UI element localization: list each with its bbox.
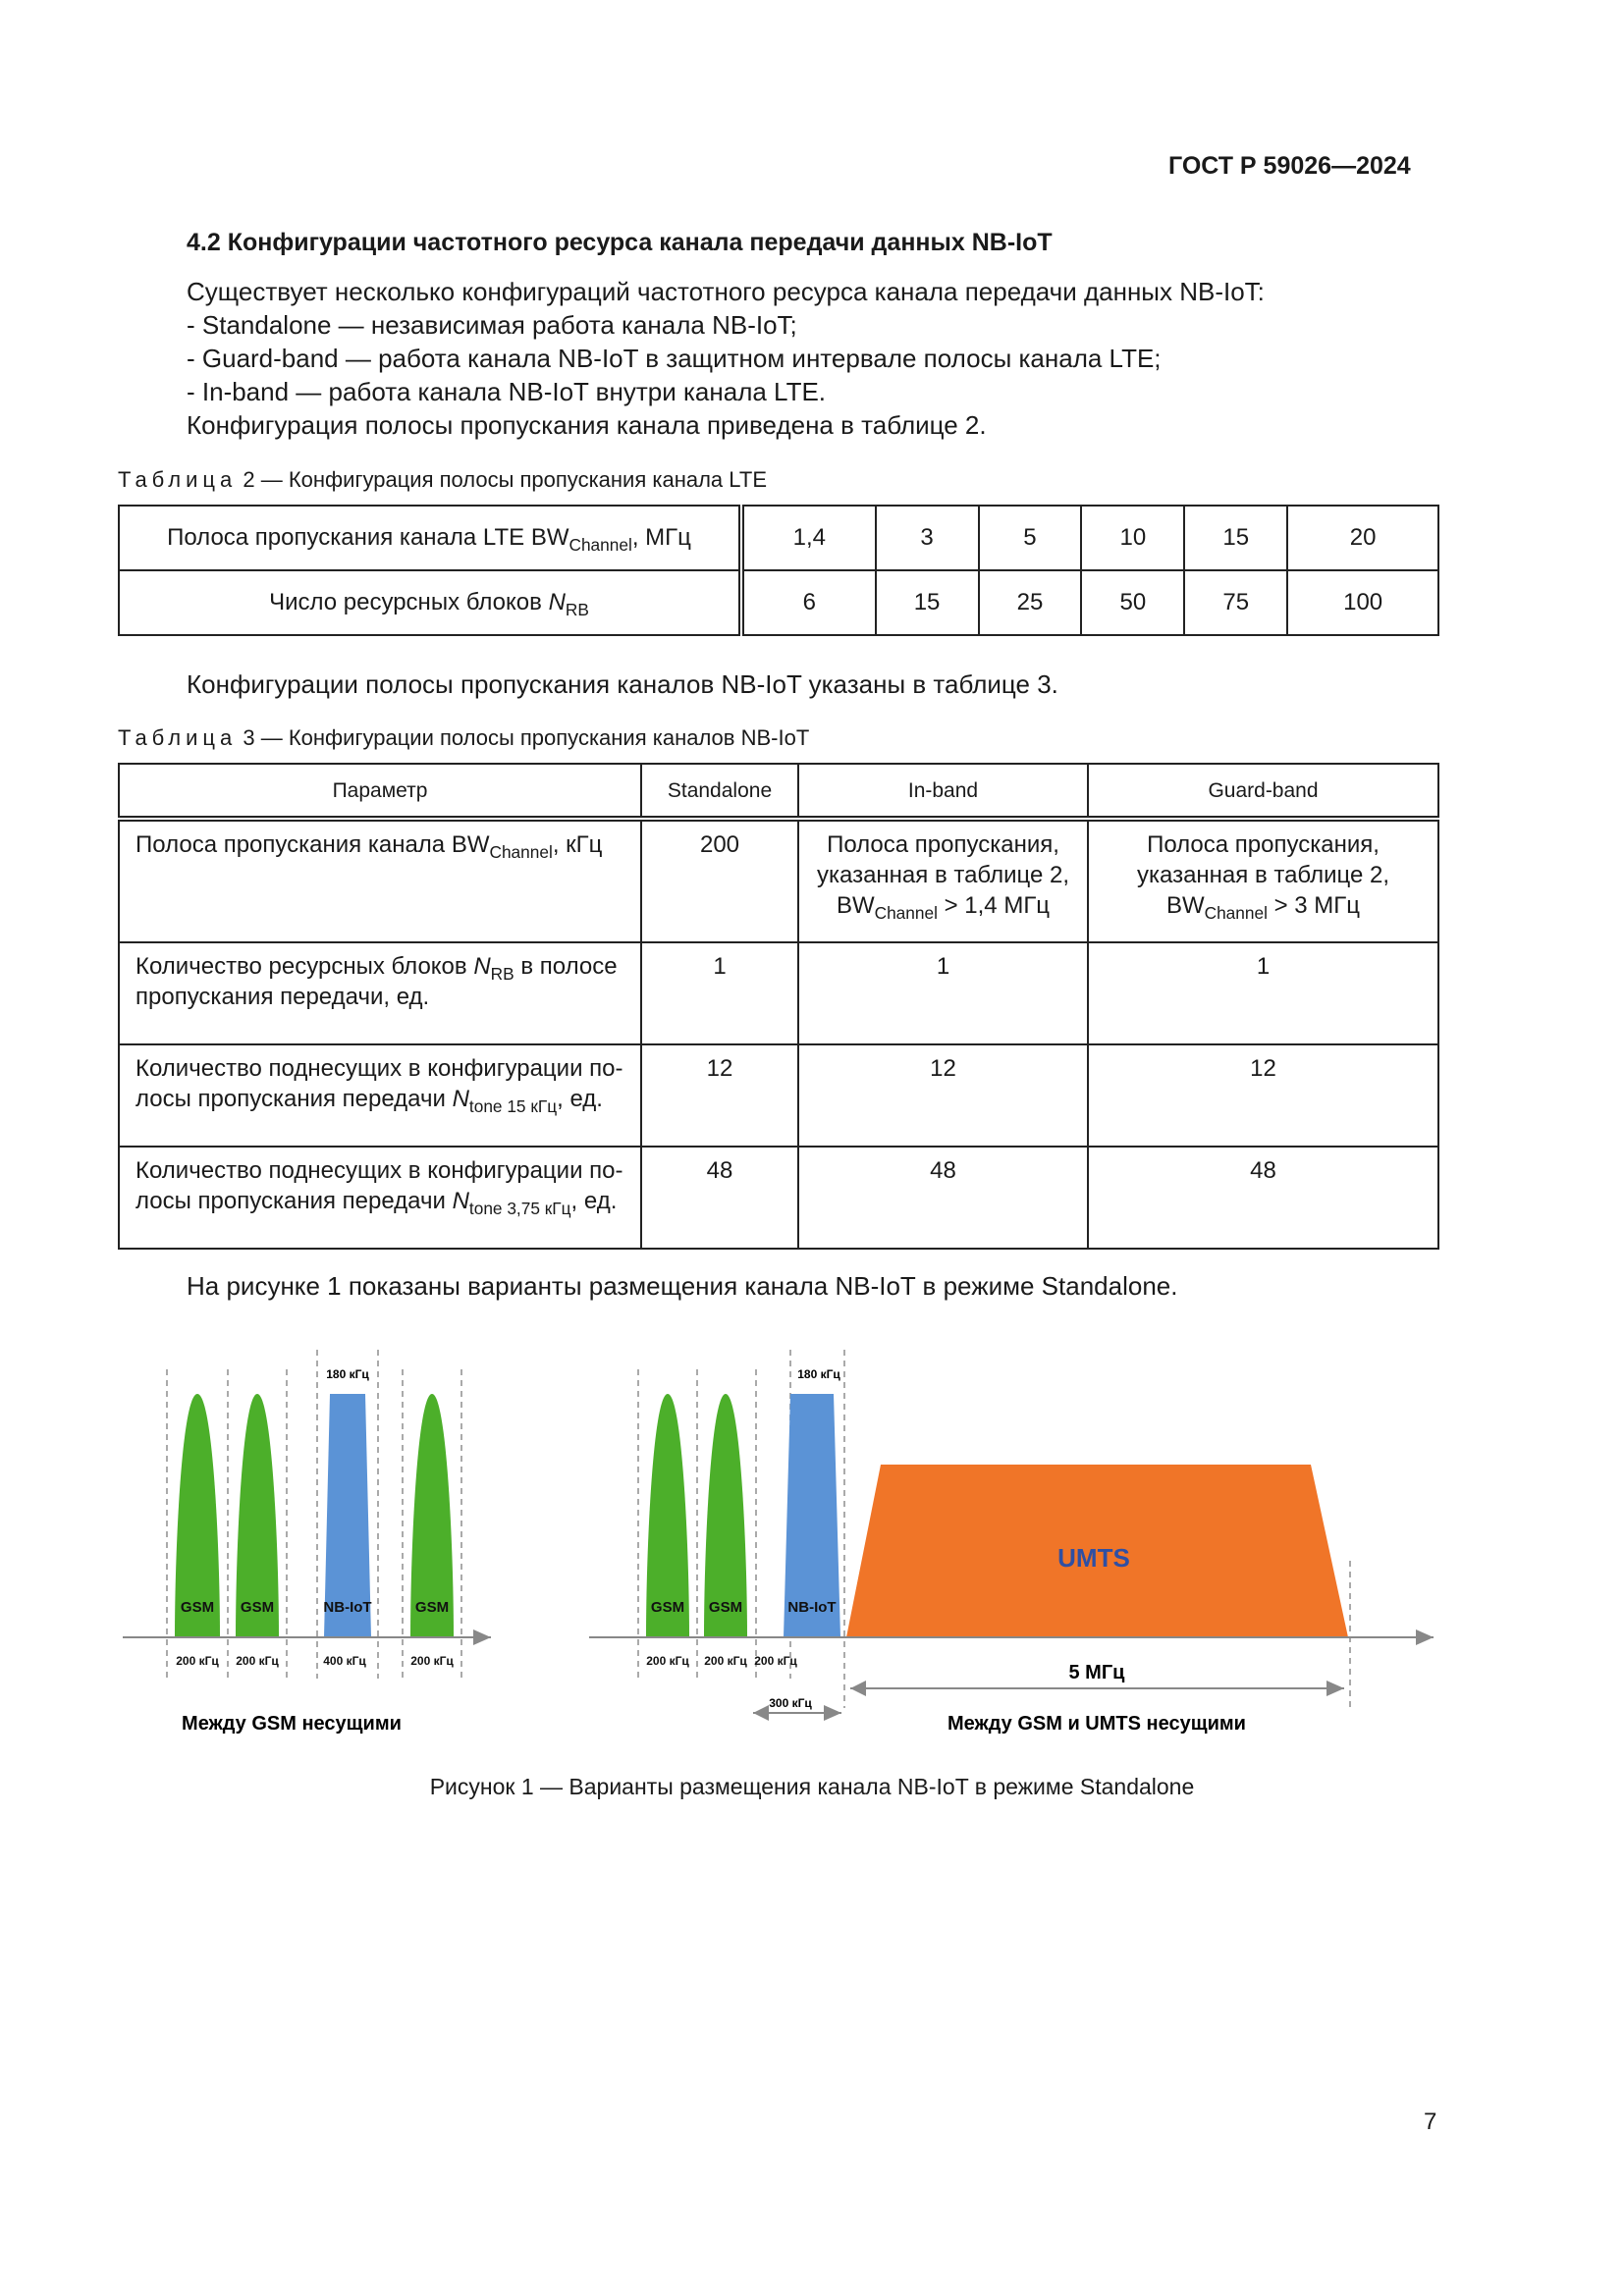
intro-line-5: Конфигурация полосы пропускания канала приведена в таблице 2.: [187, 410, 987, 440]
carrier-label: GSM: [180, 1599, 215, 1616]
spacing-label: 200 кГц: [410, 1654, 454, 1668]
paragraph-table3-ref: Конфигурации полосы пропускания каналов NB-IoT указаны в таблице 3.: [187, 669, 1058, 699]
table-header-row: [119, 764, 1438, 819]
table-cell: 1: [1088, 942, 1438, 1044]
table2-caption: Таблица 2 — Конфигурация полосы пропускания канала LTE: [118, 467, 767, 492]
table-cell: 3: [876, 506, 979, 570]
table-cell: 6: [741, 570, 876, 635]
table-cell: 50: [1081, 570, 1184, 635]
table-cell: 48: [1088, 1147, 1438, 1249]
carrier-label: GSM: [240, 1599, 275, 1616]
column-header: In-band: [798, 764, 1088, 819]
carrier-label: NB-IoT: [787, 1599, 837, 1616]
intro-line-3: - Guard-band — работа канала NB-IoT в защитном интервале полосы канала LTE;: [187, 344, 1162, 373]
right-panel: [589, 1350, 1434, 1735]
left-panel-title: Между GSM несущими: [182, 1713, 402, 1735]
table-cell: 20: [1287, 506, 1438, 570]
intro-line-1: Существует несколько конфигураций частотного ресурса канала передачи данных NB-IoT:: [187, 277, 1265, 306]
table-cell: 100: [1287, 570, 1438, 635]
row-header-bandwidth: Полоса пропускания канала LTE $BW_{Channel}$, МГц: [119, 506, 741, 570]
table-cell: 5: [979, 506, 1082, 570]
column-header: Параметр: [119, 764, 641, 819]
spacing-label: 400 кГц: [323, 1654, 366, 1668]
page-number: 7: [1424, 2109, 1437, 2135]
table-cell: 10: [1081, 506, 1184, 570]
umts-bandwidth-label: 5 МГц: [1068, 1662, 1125, 1683]
column-header: Standalone: [641, 764, 798, 819]
table-cell: 12: [798, 1044, 1088, 1147]
table-cell: 25: [979, 570, 1082, 635]
table-cell: Полоса пропускания, указанная в таблице 2, $BW_{Channel} > 1,4$ МГц: [798, 819, 1088, 942]
carrier-label: GSM: [650, 1599, 685, 1616]
row-header-resource-blocks: Число ресурсных блоков $N_{RB}$: [119, 570, 741, 635]
table-row: [119, 570, 1438, 635]
document-id: ГОСТ Р 59026—2024: [1168, 152, 1411, 180]
row-label: Полоса пропускания канала $BW_{Channel}$, кГц: [119, 819, 641, 942]
left-panel: [123, 1350, 491, 1735]
spacing-label: 200 кГц: [236, 1654, 279, 1668]
row-label: Количество поднесущих в конфигурации по- лосы пропускания передачи $N_{tone 3,75 кГц}$, ед.: [119, 1147, 641, 1249]
table-cell: 1: [641, 942, 798, 1044]
intro-line-2: - Standalone — независимая работа канала NB-IoT;: [187, 310, 797, 340]
table-row: [119, 819, 1438, 942]
table3-caption: Таблица 3 — Конфигурации полосы пропускания каналов NB-IoT: [118, 725, 810, 750]
table-row: [119, 942, 1438, 1044]
row-label: Количество ресурсных блоков $N_{RB}$ в полосе пропускания передачи, ед.: [119, 942, 641, 1044]
spacing-label: 200 кГц: [704, 1654, 747, 1668]
table-row: [119, 1044, 1438, 1147]
table-cell: 1: [798, 942, 1088, 1044]
spacing-label: 200 кГц: [646, 1654, 689, 1668]
spacing-label: 200 кГц: [754, 1654, 797, 1668]
row-label: Количество поднесущих в конфигурации по- лосы пропускания передачи $N_{tone 15 кГц}$, ед.: [119, 1044, 641, 1147]
table-cell: Полоса пропускания, указанная в таблице 2, $BW_{Channel} > 3$ МГц: [1088, 819, 1438, 942]
table-cell: 1,4: [741, 506, 876, 570]
table-cell: 48: [798, 1147, 1088, 1249]
table-cell: 200: [641, 819, 798, 942]
column-header: Guard-band: [1088, 764, 1438, 819]
figure-1-diagram: [0, 1335, 1624, 1767]
right-panel-title: Между GSM и UMTS несущими: [947, 1713, 1246, 1735]
figure-caption: Рисунок 1 — Варианты размещения канала NB-IoT в режиме Standalone: [429, 1774, 1195, 1799]
spacing-label: 200 кГц: [176, 1654, 219, 1668]
table-cell: 75: [1184, 570, 1287, 635]
table-cell: 12: [641, 1044, 798, 1147]
section-title: 4.2 Конфигурации частотного ресурса канала передачи данных NB-IoT: [187, 229, 1053, 256]
table-cell: 15: [1184, 506, 1287, 570]
umts-label: UMTS: [1057, 1543, 1130, 1573]
carrier-label: GSM: [708, 1599, 743, 1616]
table-row: [119, 506, 1438, 570]
table-cell: 48: [641, 1147, 798, 1249]
carrier-label: GSM: [414, 1599, 450, 1616]
carrier-label: NB-IoT: [323, 1599, 372, 1616]
table-cell: 12: [1088, 1044, 1438, 1147]
bandwidth-label: 180 кГц: [797, 1367, 840, 1381]
table-3: [118, 763, 1439, 1250]
table-row: [119, 1147, 1438, 1249]
table-cell: 15: [876, 570, 979, 635]
bandwidth-label: 180 кГц: [326, 1367, 369, 1381]
paragraph-figure-ref: На рисунке 1 показаны варианты размещения канала NB-IoT в режиме Standalone.: [187, 1271, 1178, 1301]
table-2: [118, 505, 1439, 636]
intro-line-4: - In-band — работа канала NB-IoT внутри канала LTE.: [187, 377, 827, 406]
gap-label: 300 кГц: [769, 1696, 812, 1710]
